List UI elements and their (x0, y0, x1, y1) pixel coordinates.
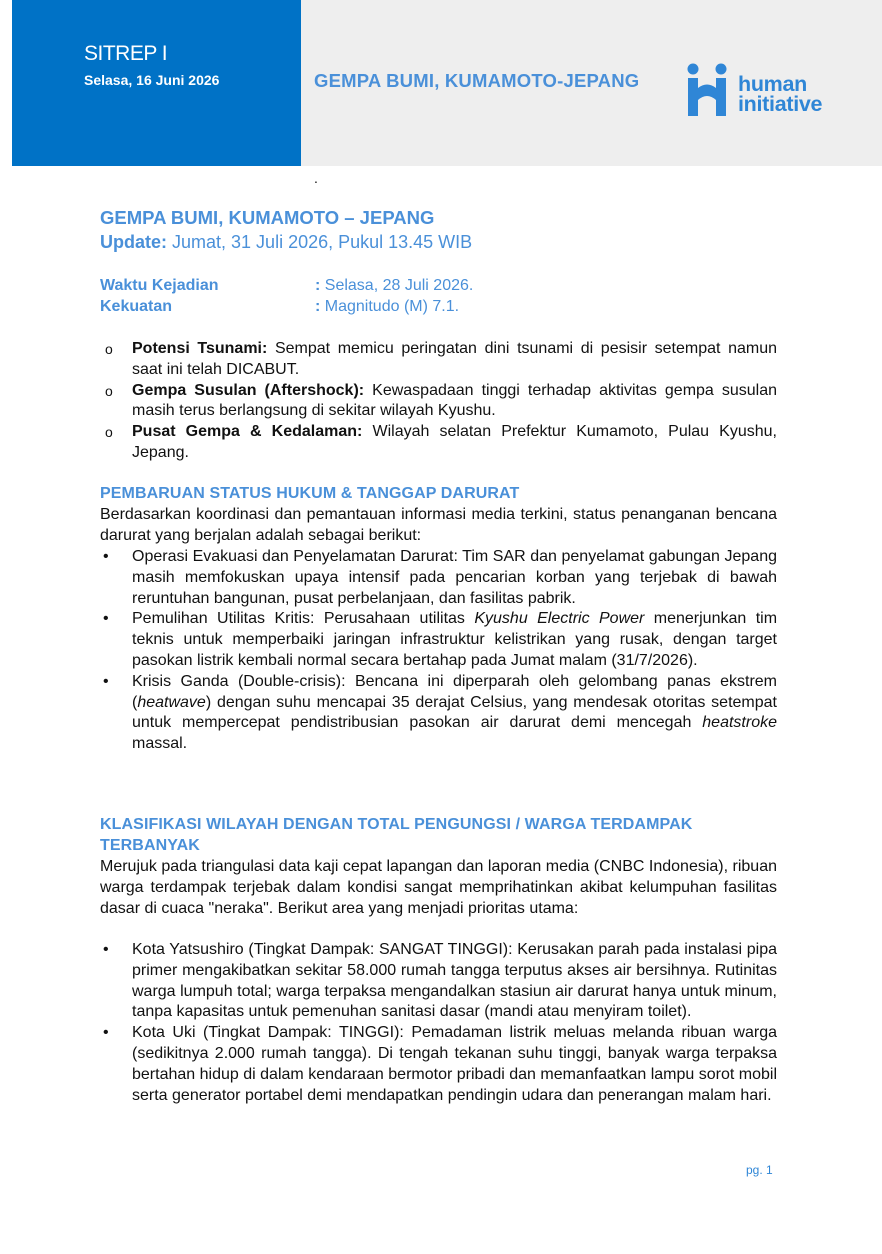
document-title: GEMPA BUMI, KUMAMOTO – JEPANG (100, 207, 435, 228)
update-label: Update: (100, 232, 167, 252)
page-number: pg. 1 (746, 1163, 773, 1177)
list-item: • Kota Uki (Tingkat Dampak: TINGGI): Pemadaman listrik meluas melanda ribuan warga (sedikitnya 2.000 rumah tangga). Di tengah tekanan suhu tinggi, banyak warga terpaksa bertahan hidup di dalam kendaraan bermotor pribadi dan memanfaatkan lampu sorot mobil serta generator portabel demi mendapatkan pendingin udara dan penerangan malam hari. (103, 1024, 777, 1104)
sitrep-title: SITREP I (84, 42, 168, 65)
list-item: o Gempa Susulan (Aftershock): Kewaspadaan tinggi terhadap aktivitas gempa susulan masih terus berlangsung di sekitar wilayah Kyushu. (105, 381, 777, 420)
section-intro-regions: Merujuk pada triangulasi data kaji cepat lapangan dan laporan media (CNBC Indonesia), ribuan warga terdampak terjebak dalam kondisi sangat memprihatinkan akibat kelumpuhan fasilitas dasar di cuaca "neraka". Berikut area yang menjadi prioritas utama: (100, 858, 777, 917)
section-intro-status: Berdasarkan koordinasi dan pemantauan informasi media terkini, status penanganan bencana darurat yang berjalan adalah sebagai berikut: (100, 506, 777, 544)
bullet-icon: • (103, 548, 109, 565)
header-title: GEMPA BUMI, KUMAMOTO-JEPANG (314, 70, 640, 91)
bullet-icon: • (103, 941, 109, 958)
circle-bullet-icon: o (105, 341, 113, 357)
regions-list (100, 940, 777, 1106)
circle-bullet-icon: o (105, 382, 113, 399)
stray-dot: . (314, 170, 318, 186)
list-item: • Pemulihan Utilitas Kritis: Perusahaan utilitas Kyushu Electric Power menerjunkan tim teknis untuk memperbaiki jaringan infrastruktur kelistrikan yang rusak, dengan target pasokan listrik kembali normal secara bertahap pada Jumat malam (31/7/2026). (103, 610, 778, 669)
list-item: o Pusat Gempa & Kedalaman: Wilayah selatan Prefektur Kumamoto, Pulau Kyushu, Jepang. (105, 423, 777, 461)
logo-text (738, 74, 822, 114)
list-item: • Operasi Evakuasi dan Penyelamatan Darurat: Tim SAR dan penyelamat gabungan Jepang masih memfokuskan upaya intensif pada pencarian korban yang terjebak di bawah reruntuhan bangunan, pusat perbelanjaan, dan fasilitas pabrik. (103, 548, 777, 607)
update-value: Jumat, 31 Juli 2026, Pukul 13.45 WIB (172, 232, 473, 252)
logo-line-2: initiative (738, 92, 823, 116)
sitrep-date: Selasa, 16 Juni 2026 (84, 72, 220, 88)
logo-line-1: human (738, 72, 807, 96)
fact-value: : Selasa, 28 Juli 2026. (315, 277, 474, 294)
list-item: • Kota Yatsushiro (Tingkat Dampak: SANGAT TINGGI): Kerusakan parah pada instalasi pipa primer mengakibatkan sekitar 58.000 rumah tangga terputus akses air bersihnya. Rutinitas warga lumpuh total; warga terpaksa mengandalkan stasiun air darurat hanya untuk minum, tanpa kapasitas untuk pemenuhan sanitasi dasar (mandi atau menyiram toilet). (103, 941, 777, 1021)
circle-bullet-icon: o (105, 424, 113, 441)
fact-value: : Magnitudo (M) 7.1. (315, 298, 460, 315)
bullet-icon: • (103, 672, 109, 690)
fact-key: Kekuatan (100, 298, 173, 315)
section-heading-status: PEMBARUAN STATUS HUKUM & TANGGAP DARURAT (100, 485, 520, 502)
status-list (100, 547, 777, 755)
list-item: • Krisis Ganda (Double-crisis): Bencana ini diperparah oleh gelombang panas ekstrem (heatwave) dengan suhu mencapai 35 derajat Celsius, yang mendesak otoritas setempat untuk mempercepat pendistribusian pasokan air darurat demi mencegah heatstroke massal. (103, 672, 777, 753)
section-heading-regions: KLASIFIKASI WILAYAH DENGAN TOTAL PENGUNGSI / WARGA TERDAMPAK TERBANYAK (100, 816, 693, 854)
fact-key: Waktu Kejadian (100, 277, 219, 294)
highlights-list (100, 339, 777, 464)
document-update (100, 232, 472, 253)
bullet-icon: • (103, 610, 109, 628)
bullet-icon: • (103, 1024, 109, 1042)
list-item: o Potensi Tsunami: Sempat memicu peringatan dini tsunami di pesisir setempat namun saat ini telah DICABUT. (105, 340, 778, 378)
